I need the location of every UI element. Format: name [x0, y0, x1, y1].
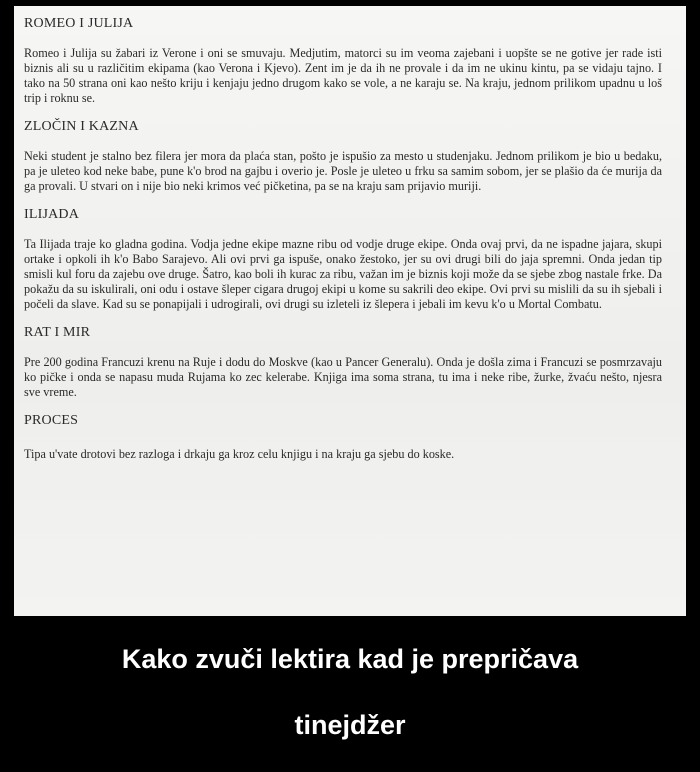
section-heading: RAT I MIR	[24, 325, 91, 340]
caption-line-2: tinejdžer	[294, 710, 406, 740]
section-paragraph: Tipa u'vate drotovi bez razloga i drkaju ga kroz celu knjigu i na kraju ga sjebu do koske.	[24, 447, 455, 461]
section-heading: PROCES	[24, 413, 79, 428]
section-heading: ILIJADA	[24, 207, 80, 222]
section-heading: ZLOČIN I KAZNA	[24, 119, 139, 134]
section-paragraph: Pre 200 godina Francuzi krenu na Ruje i dodu do Moskve (kao u Pancer Generalu). Onda je došla zima i Francuzi se posmrzavaju ko pičke i onda se napasu muda Rujama ko zec kelerabe. Knjiga ima soma strana, tu ima i neke ribe, žurke, žvaću nešto, njesra sve vreme.	[24, 355, 662, 399]
section-heading: ROMEO I JULIJA	[24, 16, 134, 31]
section-ilijada	[24, 207, 662, 312]
section-proces	[24, 413, 662, 462]
section-paragraph: Neki student je stalno bez filera jer mora da plaća stan, pošto je ispušio za mesto u studenjaku. Jednom prilikom je bio u bedaku, pa je uleteo kod neke babe, pune k'o brod na gajbu i overio je. Posle je uleteo u frku sa samim sobom, jer se plašio da će murija da ga provali. U stvari on i nije bio neki krimos već pičketina, pa se na kraju sam prijavio muriji.	[24, 149, 662, 193]
section-rat-i-mir	[24, 325, 662, 400]
section-paragraph: Ta Ilijada traje ko gladna godina. Vodja jedne ekipe mazne ribu od vodje druge ekipe. Onda ovaj prvi, da ne ispadne jajara, skupi ortake i opkoli ih k'o Babo Sarajevo. Ali ovi prvi ga ispuše, onako žestoko, jer su ovi drugi bili do jaja spremni. Onda jedan tip smisli kul foru da zajebu ove druge. Šatro, kao boli ih kurac za ribu, važan im je biznis koji može da se sjebe zbog nastale frke. Da pokažu da su iskulirali, oni odu i ostave šleper cigara drugoj ekipi u kome su sakrili deo ekipe. Ovi prvi su mislili da su ih sjebali i počeli da slave. Kad su se ponapijali i udrogirali, ovi drugi su izleteli iz šlepera i jebali im kevu k'o u Mortal Combatu.	[24, 237, 662, 311]
section-romeo-i-julija	[24, 16, 662, 106]
section-zlocin-i-kazna	[24, 119, 662, 194]
caption-line-1: Kako zvuči lektira kad je prepričava	[121, 644, 579, 674]
scanned-document-photo	[14, 6, 686, 616]
meme-caption	[0, 626, 700, 772]
section-paragraph: Romeo i Julija su žabari iz Verone i oni se smuvaju. Medjutim, matorci su im veoma zajebani i uopšte se ne gotive jer rade isti biznis ali su u različitim ekipama (kao Verona i Kjevo). Zent im je da ih ne provale i da im ne ukinu kintu, pa se vidaju tajno. I tako na 50 strana oni kao nešto kriju i kenjaju jedno drugom kako se vole, a ne karaju se. Na kraju, jednom prilikom upadnu u loš trip i roknu se.	[24, 46, 662, 105]
